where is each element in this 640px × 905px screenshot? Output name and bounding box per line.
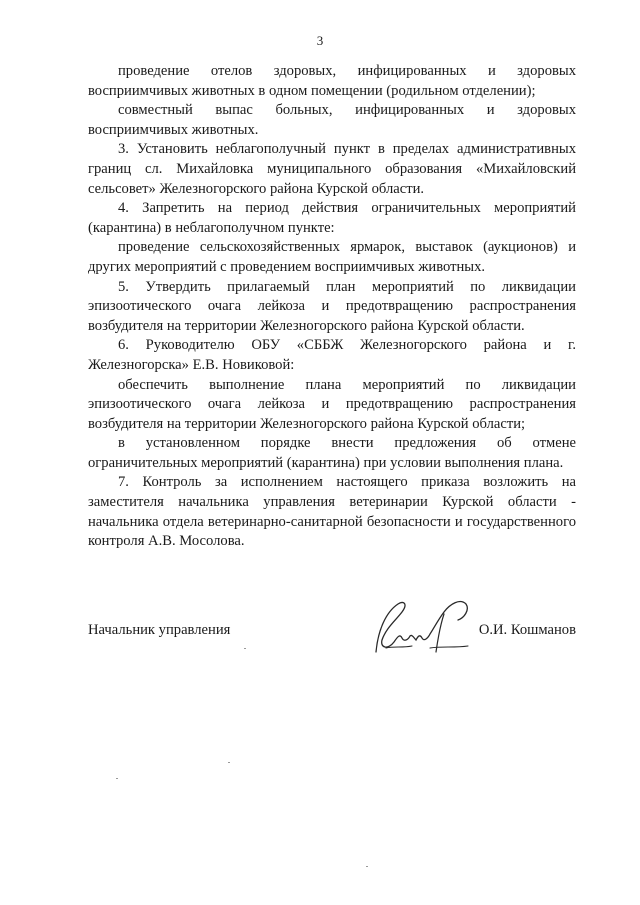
paragraph: обеспечить выполнение плана мероприятий по ликвидации эпизоотического очага лейкоза и предотвращению распространения возбудителя на территории Железногорского района Курской области; xyxy=(88,376,576,432)
paragraph: проведение сельскохозяйственных ярмарок, выставок (аукционов) и других мероприятий с проведением восприимчивых животных. xyxy=(88,239,576,275)
scan-speck xyxy=(116,778,118,779)
paragraph: 5. Утвердить прилагаемый план мероприятий по ликвидации эпизоотического очага лейкоза и предотвращению распространения возбудителя на территории Железногорского района Курской области. xyxy=(88,278,576,334)
signatory-position: Начальник управления xyxy=(88,622,231,638)
paragraph: 6. Руководителю ОБУ «СББЖ Железногорского района и г. Железногорска» Е.В. Новиковой: xyxy=(88,337,576,373)
paragraph: 7. Контроль за исполнением настоящего приказа возложить на заместителя начальника управления ветеринарии Курской области - начальника отдела ветеринарно-санитарной безопасности и государственного контроля А.В. Мосолова. xyxy=(88,474,576,550)
paragraph: 4. Запретить на период действия ограничительных мероприятий (карантина) в неблагополучном пункте: xyxy=(88,200,576,236)
signature-block xyxy=(88,622,576,652)
scan-speck xyxy=(228,762,230,763)
scan-speck xyxy=(366,866,368,867)
page-number: 3 xyxy=(316,33,324,48)
document-body xyxy=(88,62,576,552)
scan-speck xyxy=(244,648,246,649)
paragraph: проведение отелов здоровых, инфицированных и здоровых восприимчивых животных в одном помещении (родильном отделении); xyxy=(88,63,576,99)
paragraph: в установленном порядке внести предложения об отмене ограничительных мероприятий (карантина) при условии выполнения плана. xyxy=(88,435,576,471)
signatory-name: О.И. Кошманов xyxy=(478,622,576,638)
paragraph: совместный выпас больных, инфицированных и здоровых восприимчивых животных. xyxy=(88,102,576,138)
paragraph: 3. Установить неблагополучный пункт в пределах административных границ сл. Михайловка муниципального образования «Михайловский сельсовет» Железногорского района Курской области. xyxy=(88,141,576,197)
